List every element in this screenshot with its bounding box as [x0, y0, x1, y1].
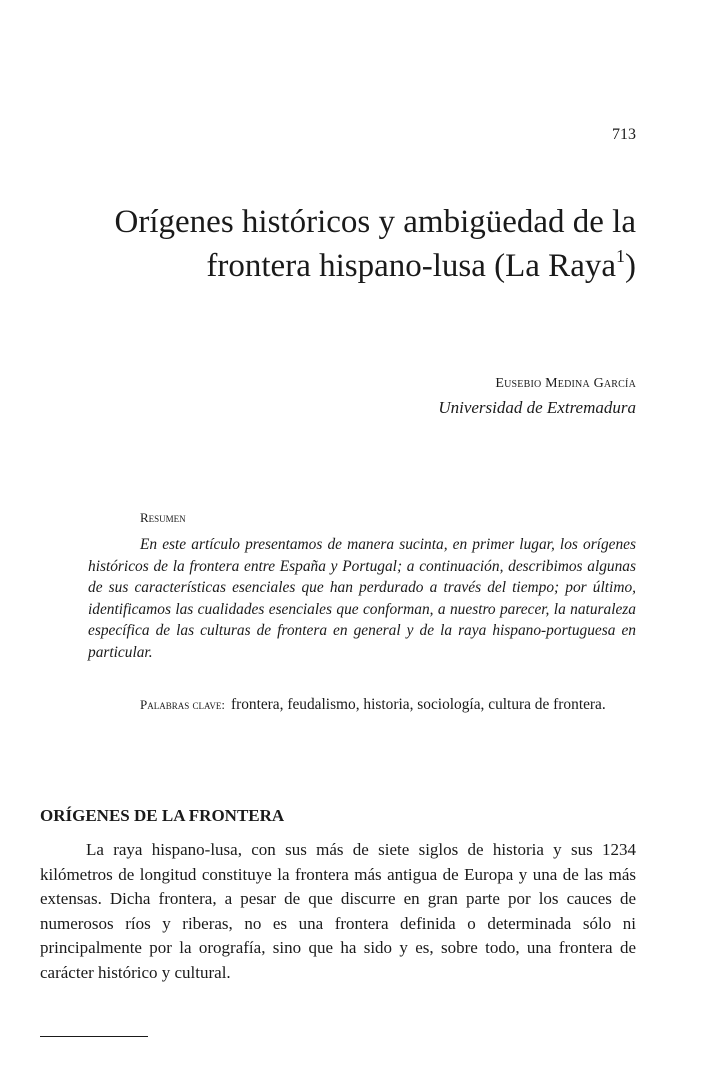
keywords-value: frontera, feudalismo, historia, sociología, cultura de frontera. — [230, 696, 606, 713]
title-line-2: frontera hispano-lusa (La Raya — [206, 248, 616, 284]
abstract-heading: Resumen — [140, 510, 186, 525]
footnote-separator — [40, 1036, 148, 1037]
author-affiliation: Universidad de Extremadura — [438, 398, 636, 417]
abstract-text: En este artículo presentamos de manera sucinta, en primer lugar, los orígenes históricos de la frontera entre España y Portugal; a continuación, describimos algunas de sus características esenciales que han perdurado a través del tiempo; por último, identificamos las cualidades esenciales que conforman, a nuestro parecer, la naturaleza específica de las culturas de frontera en general y de la raya hispano-portuguesa en particular. — [88, 536, 636, 661]
title-line-1: Orígenes históricos y ambigüedad de la — [114, 204, 636, 240]
section-heading: ORÍGENES DE LA FRONTERA — [40, 806, 285, 825]
article-title — [36, 200, 636, 288]
keywords-block — [140, 694, 636, 716]
page-number: 713 — [612, 126, 636, 143]
author-name: Eusebio Medina García — [495, 376, 636, 391]
body-paragraph: La raya hispano-lusa, con sus más de siete siglos de historia y sus 1234 kilómetros de longitud constituye la frontera más antigua de Europa y una de las más extensas. Dicha frontera, a pesar de que discurre en gran parte por los cauces de numerosos ríos y riberas, no es una frontera definida o determinada sólo ni principalmente por la orografía, sino que ha sido y es, sobre todo, una frontera de carácter histórico y cultural. — [40, 840, 636, 982]
keywords-label: Palabras clave: — [140, 697, 225, 712]
footnote-reference[interactable]: 1 — [616, 246, 625, 266]
title-line-2-close: ) — [625, 248, 636, 284]
